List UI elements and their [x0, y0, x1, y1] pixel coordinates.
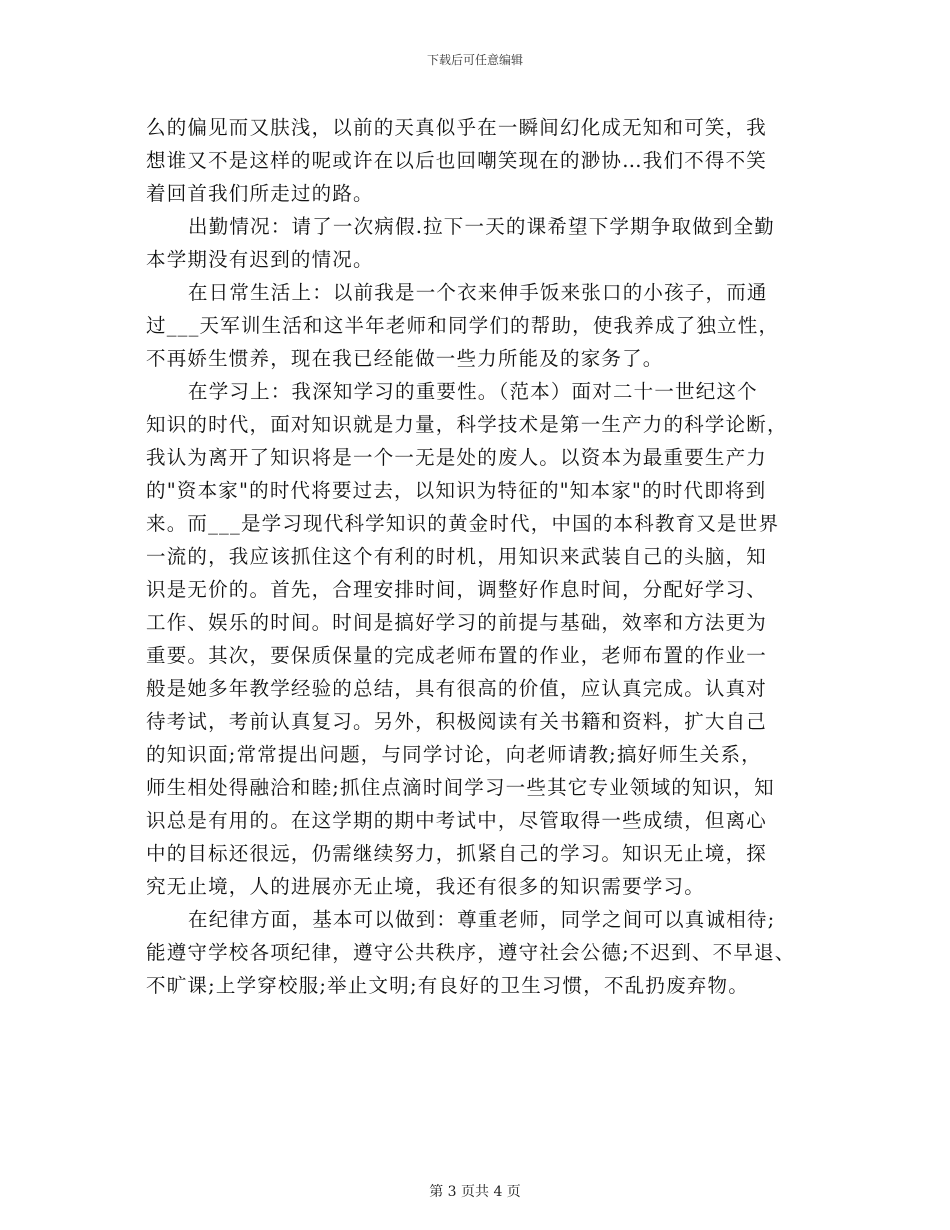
text-line: 来。而___是学习现代科学知识的黄金时代，中国的本科教育又是世界: [146, 512, 780, 535]
text-line: 能遵守学校各项纪律，遵守公共秩序，遵守社会公德;不迟到、不早退、: [146, 941, 796, 964]
text-line: 不旷课;上学穿校服;举止文明;有良好的卫生习惯，不乱扔废弃物。: [146, 974, 749, 997]
text-line: 在日常生活上：以前我是一个衣来伸手饭来张口的小孩子，而通: [188, 281, 768, 304]
text-line: 待考试，考前认真复习。另外，积极阅读有关书籍和资料，扩大自己: [146, 710, 768, 733]
text-line: 知识的时代，面对知识就是力量，科学技术是第一生产力的科学论断，: [146, 413, 788, 436]
text-line: 识总是有用的。在这学期的期中考试中，尽管取得一些成绩，但离心: [146, 809, 768, 832]
paragraph-discipline: [146, 903, 826, 1002]
page-number-footer: 第 3 页共 4 页: [429, 1184, 521, 1200]
paragraph-1: [146, 111, 826, 210]
paragraph-daily-life: [146, 276, 826, 375]
text-line: 不再娇生惯养，现在我已经能做一些力所能及的家务了。: [146, 347, 664, 370]
text-line: 重要。其次，要保质保量的完成老师布置的作业，老师布置的作业一: [146, 644, 768, 667]
text-line: 工作、娱乐的时间。时间是搞好学习的前提与基础，效率和方法更为: [146, 611, 768, 634]
text-line: 出勤情况：请了一次病假.拉下一天的课希望下学期争取做到全勤: [188, 215, 775, 238]
text-line: 般是她多年教学经验的总结，具有很高的价值，应认真完成。认真对: [146, 677, 768, 700]
text-line: 的"资本家"的时代将要过去，以知识为特征的"知本家"的时代即将到: [146, 479, 767, 502]
text-line: 我认为离开了知识将是一个一无是处的废人。以资本为最重要生产力: [146, 446, 768, 469]
text-line: 么的偏见而又肤浅，以前的天真似乎在一瞬间幻化成无知和可笑，我: [146, 116, 768, 139]
text-line: 想谁又不是这样的呢或许在以后也回嘲笑现在的渺协…我们不得不笑: [146, 149, 768, 172]
document-body: [146, 111, 826, 1002]
text-line: 一流的，我应该抓住这个有利的时机，用知识来武装自己的头脑，知: [146, 545, 768, 568]
text-line: 识是无价的。首先，合理安排时间，调整好作息时间，分配好学习、: [146, 578, 768, 601]
text-line: 着回首我们所走过的路。: [146, 182, 374, 205]
text-line: 究无止境，人的进展亦无止境，我还有很多的知识需要学习。: [146, 875, 705, 898]
text-line: 在纪律方面，基本可以做到：尊重老师，同学之间可以真诚相待;: [188, 908, 776, 931]
paragraph-attendance: [146, 210, 826, 276]
page-header-note: 下载后可任意编辑: [426, 53, 523, 67]
text-line: 师生相处得融洽和睦;抓住点滴时间学习一些其它专业领域的知识，知: [146, 776, 775, 799]
text-line: 过___天军训生活和这半年老师和同学们的帮助，使我养成了独立性，: [146, 314, 780, 337]
text-line: 中的目标还很远，仍需继续努力，抓紧自己的学习。知识无止境，探: [146, 842, 768, 865]
text-line: 在学习上：我深知学习的重要性。（范本）面对二十一世纪这个: [188, 380, 758, 403]
paragraph-study: [146, 375, 826, 903]
text-line: 本学期没有迟到的情况。: [146, 248, 374, 271]
text-line: 的知识面;常常提出问题，与同学讨论，向老师请教;搞好师生关系，: [146, 743, 762, 766]
